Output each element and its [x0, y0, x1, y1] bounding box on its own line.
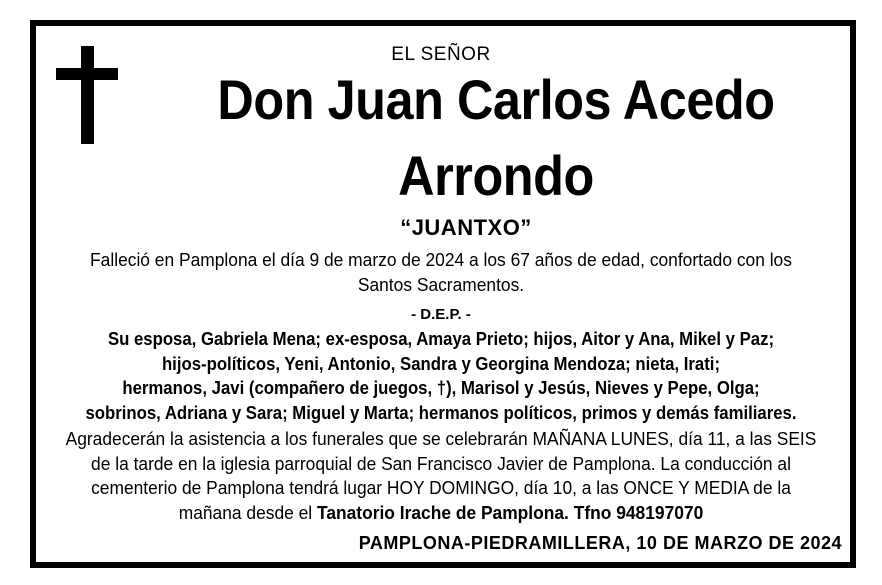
- deceased-name-line1: Don Juan Carlos Acedo: [217, 68, 775, 131]
- nickname: “JUANTXO”: [400, 215, 532, 240]
- death-announcement: Falleció en Pamplona el día 9 de marzo de 2024 a los 67 años de edad, confortado con los Santos Sacramentos.: [90, 249, 792, 295]
- family-line: hermanos, Javi (compañero de juegos, †), Marisol y Jesús, Nieves y Pepe, Olga;: [122, 378, 760, 398]
- family-line: Su esposa, Gabriela Mena; ex-esposa, Amaya Prieto; hijos, Aitor y Ana, Mikel y Paz;: [107, 329, 775, 349]
- funeral-text: Agradecerán la asistencia a los funerales que se celebrarán MAÑANA LUNES, día 11, a las SEIS de la tarde en la iglesia parroquial de San Francisco Javier de Pamplona. La conducción al cementerio de Pamplona tendrá lugar HOY DOMINGO, día 10, a las ONCE Y MEDIA de la mañana desde el: [65, 428, 817, 523]
- deceased-name-line2: Arrondo: [398, 144, 594, 207]
- place-date: PAMPLONA-PIEDRAMILLERA, 10 DE MARZO DE 2024: [358, 533, 842, 553]
- pre-title: EL SEÑOR: [391, 44, 491, 65]
- dep-label: - D.E.P. -: [411, 306, 471, 323]
- family-line: sobrinos, Adriana y Sara; Miguel y Marta; hermanos políticos, primos y demás familiares.: [85, 402, 797, 423]
- funeral-details: [64, 427, 818, 525]
- funeral-home: Tanatorio Irache de Pamplona. Tfno 948197070: [316, 501, 704, 523]
- family-line: hijos-políticos, Yeni, Antonio, Sandra y Georgina Mendoza; nieta, Irati;: [161, 353, 721, 374]
- family-list: [68, 327, 814, 425]
